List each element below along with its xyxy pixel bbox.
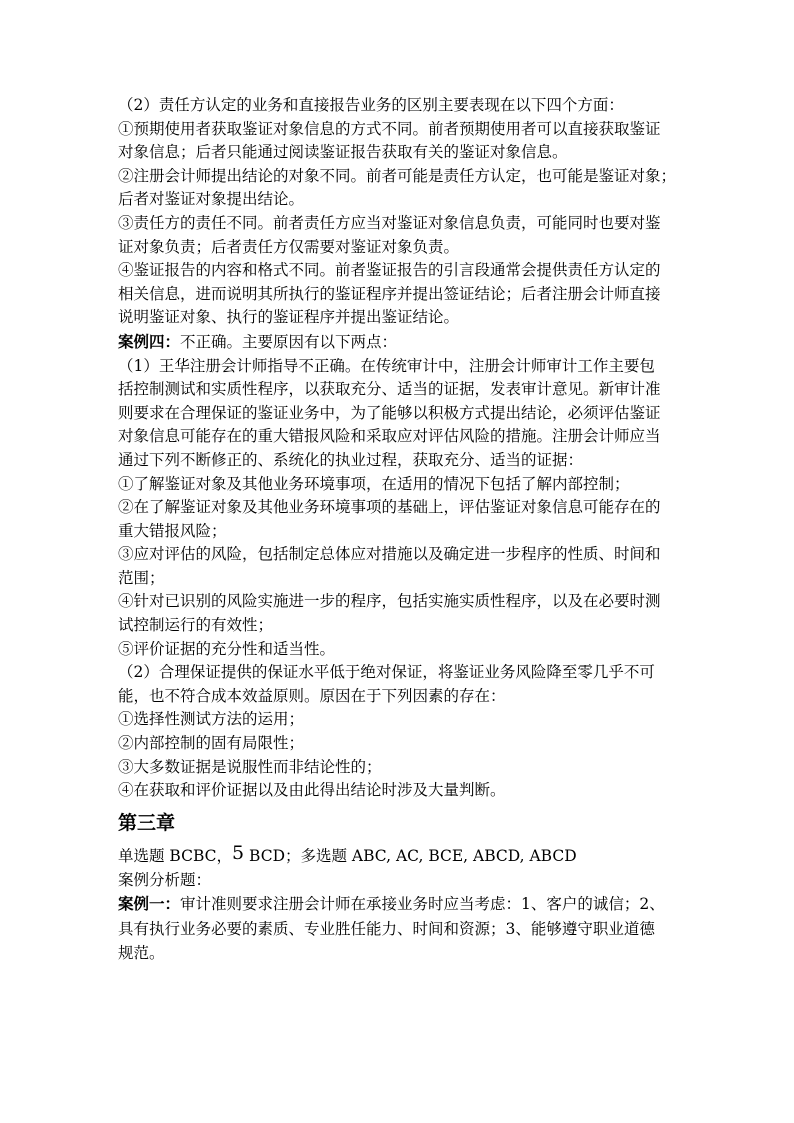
paragraph-line: ①选择性测试方法的运用； xyxy=(118,710,305,729)
paragraph-line: 则要求在合理保证的鉴证业务中，为了能够以积极方式提出结论，必须评估鉴证 xyxy=(118,403,661,422)
case4-title-rest: 不正确。主要原因有以下两点： xyxy=(180,332,398,351)
answers-line xyxy=(118,843,678,868)
paragraph-line: 试控制运行的有效性； xyxy=(118,616,274,635)
case1-text: 审计准则要求注册会计师在承接业务时应当考虑：1、客户的诚信；2、 xyxy=(180,895,665,914)
paragraph-line: 对象信息；后者只能通过阅读鉴证报告获取有关的鉴证对象信息。 xyxy=(118,143,568,162)
paragraph-line: ①预期使用者获取鉴证对象信息的方式不同。前者预期使用者可以直接获取鉴证 xyxy=(118,119,661,138)
paragraph-line: 证对象负责；后者责任方仅需要对鉴证对象负责。 xyxy=(118,237,460,256)
paragraph-line: 括控制测试和实质性程序，以获取充分、适当的证据，发表审计意见。新审计准 xyxy=(118,380,661,399)
answers-number: 5 xyxy=(232,841,245,864)
paragraph-line: ④在获取和评价证据以及由此得出结论时涉及大量判断。 xyxy=(118,781,506,800)
case4-title-line xyxy=(118,330,678,355)
paragraph-line: 后者对鉴证对象提出结论。 xyxy=(118,190,305,209)
paragraph-line: ④鉴证报告的内容和格式不同。前者鉴证报告的引言段通常会提供责任方认定的 xyxy=(118,261,661,280)
paragraph-line: 重大错报风险； xyxy=(118,521,227,540)
paragraph-line: 能，也不符合成本效益原则。原因在于下列因素的存在： xyxy=(118,686,506,705)
case1-title: 案例一： xyxy=(118,894,181,914)
paragraph-line: ④针对已识别的风险实施进一步的程序，包括实施实质性程序，以及在必要时测 xyxy=(118,592,661,611)
paragraph-line: 具有执行业务必要的素质、专业胜任能力、时间和资源；3、能够遵守职业道德 xyxy=(118,919,655,938)
paragraph-line: ③应对评估的风险，包括制定总体应对措施以及确定进一步程序的性质、时间和 xyxy=(118,545,661,564)
paragraph-line: 规范。 xyxy=(118,944,165,963)
case4-title: 案例四： xyxy=(118,331,181,351)
paragraph-line: 通过下列不断修正的、系统化的执业过程，获取充分、适当的证据： xyxy=(118,450,584,469)
document-page xyxy=(118,94,678,966)
chapter-heading: 第三章 xyxy=(118,811,176,834)
paragraph-line: 对象信息可能存在的重大错报风险和采取应对评估风险的措施。注册会计师应当 xyxy=(118,427,661,446)
case1-first-line xyxy=(118,892,678,917)
paragraph-line: ②内部控制的固有局限性； xyxy=(118,734,305,753)
paragraph-line: （2）责任方认定的业务和直接报告业务的区别主要表现在以下四个方面： xyxy=(118,96,624,114)
answers-part1: 单选题 BCBC， xyxy=(118,846,233,865)
answers-part2: BCD；多选题 ABC, AC, BCE, ABCD, ABCD xyxy=(244,846,577,865)
paragraph-line: （2）合理保证提供的保证水平低于绝对保证，将鉴证业务风险降至零几乎不可 xyxy=(118,663,655,682)
case-analysis-label: 案例分析题： xyxy=(118,870,212,889)
paragraph-line: ②在了解鉴证对象及其他业务环境事项的基础上，评估鉴证对象信息可能存在的 xyxy=(118,498,661,517)
paragraph-line: 范围； xyxy=(118,568,165,587)
paragraph-line: ②注册会计师提出结论的对象不同。前者可能是责任方认定，也可能是鉴证对象； xyxy=(118,166,677,185)
paragraph-line: （1）王华注册会计师指导不正确。在传统审计中，注册会计师审计工作主要包 xyxy=(118,356,655,375)
paragraph-line: ⑤评价证据的充分性和适当性。 xyxy=(118,639,336,658)
paragraph-line: 说明鉴证对象、执行的鉴证程序并提出鉴证结论。 xyxy=(118,308,460,327)
paragraph-line: ③大多数证据是说服性而非结论性的； xyxy=(118,757,382,776)
paragraph-line: ③责任方的责任不同。前者责任方应当对鉴证对象信息负责，可能同时也要对鉴 xyxy=(118,213,661,232)
paragraph-line: 相关信息，进而说明其所执行的鉴证程序并提出签证结论；后者注册会计师直接 xyxy=(118,284,661,303)
paragraph-line: ①了解鉴证对象及其他业务环境事项，在适用的情况下包括了解内部控制； xyxy=(118,474,630,493)
